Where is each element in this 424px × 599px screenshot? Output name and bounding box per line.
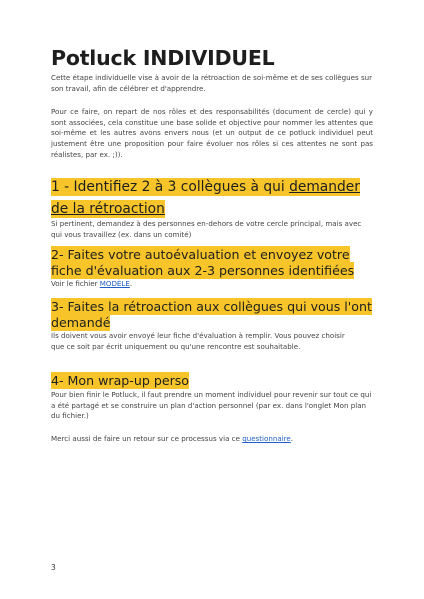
page-number: 3	[51, 563, 56, 572]
section-2-text-suffix: .	[129, 279, 133, 288]
page-title: Potluck INDIVIDUEL	[51, 46, 275, 70]
intro-paragraph-2: Pour ce faire, on repart de nos rôles et des responsabilités (document de cercle) qui y sont associées, cela constitue une base solide et objective pour nommer les attentes que soi-même et les autres avons envers nous (et un output de ce potluck individuel peut justement être une proposition pour faire évoluer nos rôles si ces attentes ne sont pas réalistes, par ex. ;)).	[51, 107, 373, 159]
section-3-text: Ils doivent vous avoir envoyé leur fiche d'évaluation à remplir. Vous pouvez choisir que ce soit par écrit uniquement ou qu'une rencontre est souhaitable.	[51, 331, 345, 351]
section-3-heading	[51, 299, 381, 330]
model-file-link[interactable]: MODÈLE	[99, 279, 130, 288]
closing-text-prefix: Merci aussi de faire un retour sur ce processus via ce	[51, 434, 243, 443]
section-2-text-prefix: Voir le fichier	[51, 279, 100, 288]
section-2-heading	[51, 247, 381, 278]
section-1-text: Si pertinent, demandez à des personnes en-dehors de votre cercle principal, mais avec qui vous travaillez (ex. dans un comité)	[51, 219, 362, 239]
section-3-heading-text: 3- Faites la rétroaction aux collègues qui vous l'ont demandé	[51, 299, 372, 330]
section-4-heading	[51, 373, 381, 389]
feedback-request-link[interactable]: demander de la rétroaction	[51, 179, 360, 217]
section-1-heading-text: 1 - Identifiez 2 à 3 collègues à qui	[51, 179, 290, 195]
section-2-heading-text: 2- Faites votre autoévaluation et envoyez votre fiche d'évaluation aux 2-3 personnes identifiées	[51, 247, 355, 278]
intro-paragraph-1: Cette étape individuelle vise à avoir de la rétroaction de soi-même et de ses collègues sur son travail, afin de célébrer et d'apprendre.	[51, 73, 373, 93]
section-1-heading	[51, 176, 381, 220]
section-4-heading-text: 4- Mon wrap-up perso	[51, 373, 190, 388]
closing-text-suffix: .	[290, 434, 294, 443]
section-4-text: Pour bien finir le Potluck, il faut prendre un moment individuel pour revenir sur tout ce qui a été partagé et se construire un plan d'action personnel (par ex. dans l'onglet Mon plan du fichier.)	[51, 390, 372, 421]
questionnaire-link[interactable]: questionnaire	[242, 434, 291, 443]
section-2-text	[51, 279, 373, 290]
closing-text	[51, 434, 373, 445]
